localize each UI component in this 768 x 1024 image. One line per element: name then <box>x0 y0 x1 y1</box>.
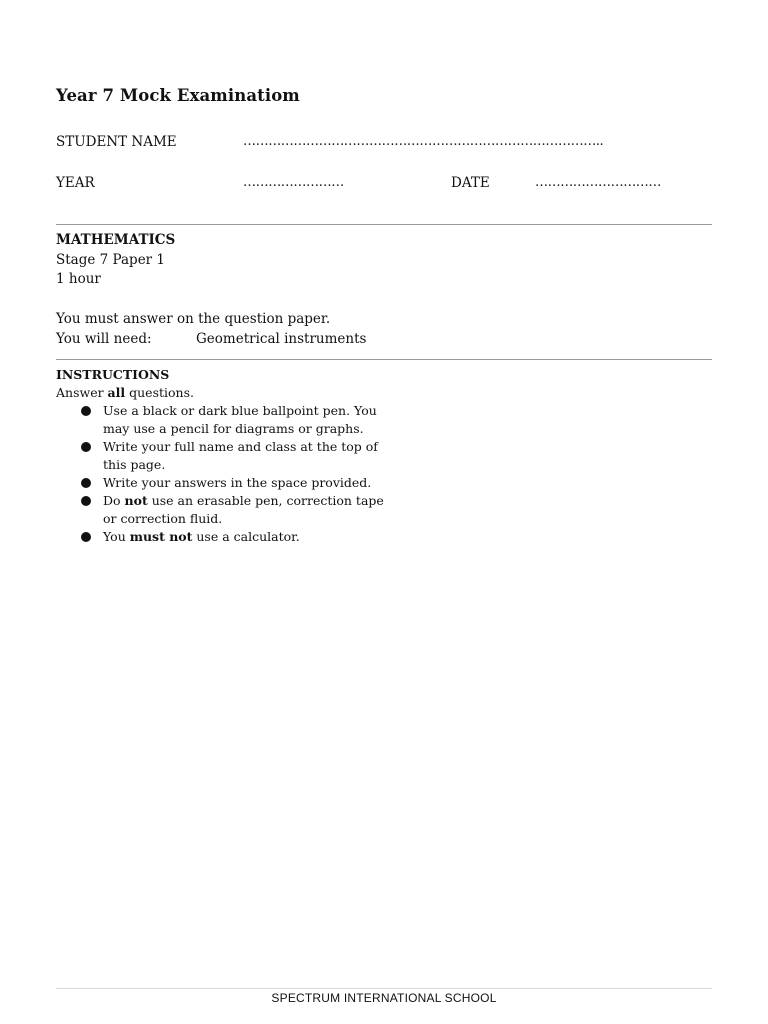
bullet-icon <box>81 532 91 542</box>
instruction-text: Write your full name and class at the top of this page. <box>103 439 378 472</box>
paper-stage: Stage 7 Paper 1 <box>56 252 166 268</box>
school-footer: SPECTRUM INTERNATIONAL SCHOOL <box>271 991 497 1005</box>
instruction-text-post: use a calculator. <box>192 529 300 544</box>
instruction-text-bold: not <box>124 493 148 508</box>
instruction-item <box>56 528 396 546</box>
instructions-list <box>56 402 396 546</box>
instruction-text-post: use an erasable pen, correction tape or correction fluid. <box>103 493 384 526</box>
bullet-icon <box>81 478 91 488</box>
date-label: DATE <box>451 175 490 191</box>
paper-duration: 1 hour <box>56 271 101 287</box>
bullet-icon <box>81 496 91 506</box>
divider-top <box>56 224 712 225</box>
instructions-heading: INSTRUCTIONS <box>56 367 170 382</box>
instruction-item <box>56 492 396 528</box>
year-blank[interactable]: …………………… <box>243 175 344 190</box>
student-name-blank[interactable]: ………………………………………………………………………….. <box>243 134 604 149</box>
intro-post: questions. <box>125 385 194 400</box>
footer-divider <box>56 988 712 989</box>
student-name-label: STUDENT NAME <box>56 134 177 150</box>
instruction-item <box>56 474 396 492</box>
equipment-label: You will need: <box>56 331 152 347</box>
instruction-text: Use a black or dark blue ballpoint pen. You may use a pencil for diagrams or graphs. <box>103 403 377 436</box>
intro-pre: Answer <box>56 385 108 400</box>
equipment-value: Geometrical instruments <box>196 331 367 347</box>
bullet-icon <box>81 406 91 416</box>
instruction-text-bold: must not <box>129 529 193 544</box>
answer-note: You must answer on the question paper. <box>56 311 331 327</box>
instructions-intro <box>56 385 194 400</box>
divider-instructions <box>56 359 712 360</box>
bullet-icon <box>81 442 91 452</box>
instruction-text: Write your answers in the space provided. <box>103 475 372 490</box>
instruction-text-pre: Do <box>103 493 125 508</box>
instruction-item <box>56 402 396 438</box>
date-blank[interactable]: ………………………… <box>535 175 662 190</box>
subject-heading: MATHEMATICS <box>56 232 176 248</box>
year-label: YEAR <box>56 175 95 191</box>
instruction-item <box>56 438 396 474</box>
intro-bold: all <box>107 385 126 400</box>
exam-title: Year 7 Mock Examinatiom <box>56 86 300 105</box>
instruction-text-pre: You <box>103 529 130 544</box>
